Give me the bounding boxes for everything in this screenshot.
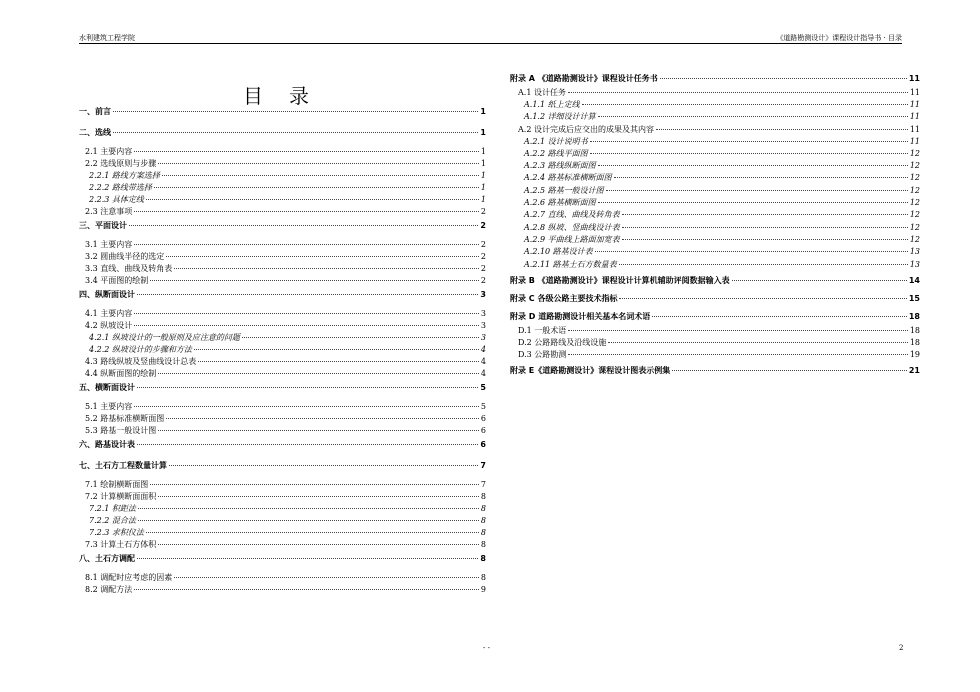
toc-dot-leader <box>672 370 907 371</box>
toc-entry-title: D.3 公路勘测 <box>518 349 567 359</box>
toc-entry-page: 1 <box>480 159 486 168</box>
toc-entry-title: A.2.11 路基土石方数量表 <box>524 259 617 269</box>
toc-dot-leader <box>158 544 479 545</box>
toc-entry-page: 2 <box>480 221 486 230</box>
toc-dot-leader <box>590 153 908 154</box>
toc-entry-title: 附录 B 《道路勘测设计》课程设计计算机辅助评阅数据输入表 <box>510 275 730 285</box>
toc-entry-title: 5.2 路基标准横断面图 <box>85 414 165 423</box>
toc-dot-leader <box>158 496 479 497</box>
toc-entry[interactable] <box>79 182 486 194</box>
toc-entry-title: 二、选线 <box>79 128 111 137</box>
toc-entry-page: 1 <box>480 128 486 137</box>
toc-dot-leader <box>162 175 479 176</box>
toc-entry[interactable] <box>79 251 486 263</box>
toc-entry[interactable] <box>79 320 486 332</box>
toc-dot-leader <box>598 202 908 203</box>
toc-entry[interactable] <box>510 337 920 349</box>
toc-dot-leader <box>622 239 908 240</box>
toc-entry-page: 3 <box>480 290 486 299</box>
toc-dot-leader <box>129 225 478 226</box>
header-divider <box>79 43 902 44</box>
toc-entry-title: A.2.1 设计说明书 <box>524 136 588 146</box>
toc-dot-leader <box>595 251 908 252</box>
toc-dot-leader <box>169 465 478 466</box>
toc-entry-page: 12 <box>909 173 920 183</box>
toc-dot-leader <box>660 78 907 79</box>
toc-entry-title: D.1 一般术语 <box>518 325 567 335</box>
toc-dot-leader <box>154 187 479 188</box>
toc-entry-title: 五、横断面设计 <box>79 383 135 392</box>
toc-entry[interactable] <box>510 87 920 99</box>
toc-entry-title: 附录 E《道路勘测设计》课程设计图表示例集 <box>510 365 671 375</box>
toc-entry[interactable] <box>79 287 486 308</box>
toc-entry-title: 4.2.1 纵坡设计的一般原则及应注意的问题 <box>89 333 240 342</box>
toc-entry-page: 3 <box>480 309 486 318</box>
toc-entry[interactable] <box>79 479 486 491</box>
toc-entry[interactable] <box>79 344 486 356</box>
toc-dot-leader <box>137 558 478 559</box>
toc-entry-page: 13 <box>909 259 920 269</box>
toc-entry-page: 8 <box>480 504 486 513</box>
footer-center-mark: - - <box>483 644 490 652</box>
toc-entry-page: 2 <box>480 276 486 285</box>
toc-dot-leader <box>568 354 908 355</box>
header-left-institution: 水利建筑工程学院 <box>79 34 135 42</box>
toc-entry-title: 4.3 路线纵坡及竖曲线设计总表 <box>85 357 197 366</box>
toc-entry-title: 8.2 调配方法 <box>85 585 133 594</box>
toc-entry-title: 2.1 主要内容 <box>85 147 133 156</box>
toc-dot-leader <box>619 264 908 265</box>
toc-entry[interactable] <box>79 572 486 584</box>
toc-entry-title: A.2.5 路基一般设计图 <box>524 185 604 195</box>
toc-entry-title: 4.4 纵断面图的绘制 <box>85 369 157 378</box>
toc-dot-leader <box>134 244 479 245</box>
toc-dot-leader <box>606 190 908 191</box>
toc-dot-leader <box>656 129 908 130</box>
toc-entry[interactable] <box>79 146 486 158</box>
toc-entry[interactable] <box>510 349 920 361</box>
toc-entry-page: 3 <box>480 321 486 330</box>
toc-right-column <box>510 69 920 379</box>
toc-entry-page: 18 <box>909 325 920 335</box>
toc-dot-leader <box>652 316 907 317</box>
toc-entry[interactable] <box>510 222 920 234</box>
toc-entry[interactable] <box>510 259 920 271</box>
toc-entry-title: 四、纵断面设计 <box>79 290 135 299</box>
toc-entry[interactable] <box>79 158 486 170</box>
toc-entry-page: 6 <box>480 426 486 435</box>
toc-entry[interactable] <box>79 275 486 287</box>
toc-entry[interactable] <box>79 515 486 527</box>
toc-entry-title: 八、土石方调配 <box>79 554 135 563</box>
toc-entry-title: 5.1 主要内容 <box>85 402 133 411</box>
toc-dot-leader <box>198 361 479 362</box>
toc-entry-title: 5.3 路基一般设计图 <box>85 426 157 435</box>
toc-dot-leader <box>138 520 479 521</box>
toc-entry-page: 9 <box>480 585 486 594</box>
toc-dot-leader <box>166 418 479 419</box>
toc-entry[interactable] <box>79 413 486 425</box>
toc-dot-leader <box>158 373 479 374</box>
toc-entry-title: A.2.4 路基标准横断面图 <box>524 173 612 183</box>
toc-entry-title: 2.3 注意事项 <box>85 207 133 216</box>
toc-entry-page: 12 <box>909 222 920 232</box>
toc-dot-leader <box>150 484 479 485</box>
toc-dot-leader <box>113 132 478 133</box>
toc-entry-page: 4 <box>480 345 486 354</box>
toc-entry[interactable] <box>510 325 920 337</box>
toc-entry[interactable] <box>510 185 920 197</box>
toc-entry[interactable] <box>79 503 486 515</box>
toc-entry[interactable] <box>79 194 486 206</box>
toc-entry[interactable] <box>510 307 920 325</box>
toc-entry[interactable] <box>510 246 920 258</box>
toc-entry-title: 7.2.3 求积仪法 <box>89 528 144 537</box>
toc-entry[interactable] <box>79 170 486 182</box>
toc-dot-leader <box>150 280 479 281</box>
toc-entry-page: 8 <box>480 516 486 525</box>
toc-entry-title: 附录 C 各级公路主要技术指标 <box>510 293 618 303</box>
toc-dot-leader <box>582 104 908 105</box>
toc-dot-leader <box>113 111 478 112</box>
toc-entry-page: 15 <box>908 293 920 303</box>
toc-entry-page: 3 <box>480 333 486 342</box>
header-right-document-title: 《道路勘测设计》课程设计指导书 · 目录 <box>776 34 902 42</box>
toc-entry-title: 附录 A 《道路勘测设计》课程设计任务书 <box>510 74 658 83</box>
toc-entry[interactable] <box>79 356 486 368</box>
toc-entry[interactable] <box>510 160 920 172</box>
toc-entry-page: 6 <box>480 414 486 423</box>
toc-entry-title: 7.2.2 混合法 <box>89 516 136 525</box>
toc-entry[interactable] <box>79 206 486 218</box>
toc-entry-title: 2.2.3 具体定线 <box>89 195 144 204</box>
toc-entry-title: A.2.10 路基设计表 <box>524 247 593 257</box>
toc-dot-leader <box>158 163 479 164</box>
toc-entry-title: 4.2.2 纵坡设计的步骤和方法 <box>89 345 192 354</box>
toc-entry-title: 7.2 计算横断面面积 <box>85 492 157 501</box>
toc-entry[interactable] <box>79 584 486 596</box>
toc-entry-page: 8 <box>480 528 486 537</box>
toc-entry-title: A.1 设计任务 <box>518 88 566 97</box>
toc-entry-page: 18 <box>909 337 920 347</box>
toc-entry-page: 7 <box>480 461 486 470</box>
toc-entry-title: 2.2 选线原则与步骤 <box>85 159 157 168</box>
toc-dot-leader <box>134 325 479 326</box>
toc-entry[interactable] <box>79 263 486 275</box>
page-number: 2 <box>899 644 904 652</box>
toc-dot-leader <box>166 256 479 257</box>
toc-entry-page: 12 <box>909 198 920 208</box>
toc-entry-page: 11 <box>909 88 920 97</box>
toc-entry[interactable] <box>510 271 920 289</box>
toc-entry-page: 4 <box>480 369 486 378</box>
toc-entry-title: 3.1 主要内容 <box>85 240 133 249</box>
toc-entry-title: 3.2 圆曲线半径的选定 <box>85 252 165 261</box>
toc-entry-page: 8 <box>480 573 486 582</box>
toc-entry-page: 6 <box>480 440 486 449</box>
toc-entry-page: 1 <box>480 147 486 156</box>
toc-entry-page: 19 <box>909 349 920 359</box>
toc-entry[interactable] <box>79 332 486 344</box>
toc-entry-title: 六、路基设计表 <box>79 440 135 449</box>
toc-dot-leader <box>134 211 479 212</box>
toc-entry-title: 一、前言 <box>79 107 111 116</box>
toc-entry-page: 14 <box>908 275 920 285</box>
toc-entry-title: A.2.2 路线平面图 <box>524 148 588 158</box>
toc-dot-leader <box>732 280 907 281</box>
toc-left-column <box>79 104 486 596</box>
toc-entry[interactable] <box>79 437 486 458</box>
page-title: 目录 <box>243 84 335 108</box>
toc-entry-title: 7.3 计算土石方体积 <box>85 540 157 549</box>
toc-dot-leader <box>619 298 906 299</box>
toc-entry-title: A.1.2 详细设计计算 <box>524 112 596 122</box>
toc-dot-leader <box>134 313 479 314</box>
toc-entry[interactable] <box>510 99 920 111</box>
toc-dot-leader <box>568 92 908 93</box>
toc-entry[interactable] <box>510 69 920 87</box>
toc-entry-page: 11 <box>909 136 920 146</box>
toc-entry-page: 2 <box>480 264 486 273</box>
toc-entry-title: A.2.3 路线纵断面图 <box>524 161 596 171</box>
toc-entry-title: A.1.1 纸上定线 <box>524 100 580 109</box>
toc-entry-page: 4 <box>480 357 486 366</box>
toc-entry[interactable] <box>510 172 920 184</box>
toc-entry-page: 11 <box>909 100 920 109</box>
toc-entry-page: 11 <box>909 112 920 122</box>
toc-dot-leader <box>146 199 479 200</box>
toc-entry-title: 7.1 绘制横断面图 <box>85 480 149 489</box>
toc-entry-title: 七、土石方工程数量计算 <box>79 461 167 470</box>
toc-entry[interactable] <box>510 197 920 209</box>
toc-entry[interactable] <box>79 551 486 572</box>
toc-entry-title: 4.2 纵坡设计 <box>85 321 133 330</box>
toc-entry[interactable] <box>79 491 486 503</box>
toc-entry[interactable] <box>79 308 486 320</box>
toc-entry-title: 7.2.1 积距法 <box>89 504 136 513</box>
toc-entry-page: 12 <box>909 185 920 195</box>
toc-entry-title: 2.2.1 路线方案选择 <box>89 171 160 180</box>
toc-dot-leader <box>137 444 478 445</box>
toc-entry-title: D.2 公路路线及沿线设施 <box>518 337 607 347</box>
toc-dot-leader <box>137 294 478 295</box>
toc-entry-page: 1 <box>480 171 486 180</box>
toc-entry-page: 5 <box>480 383 486 392</box>
toc-dot-leader <box>608 342 908 343</box>
toc-entry-page: 12 <box>909 234 920 244</box>
toc-entry[interactable] <box>79 380 486 401</box>
toc-entry-title: A.2.8 纵坡、竖曲线设计表 <box>524 222 620 232</box>
toc-entry-page: 1 <box>480 107 486 116</box>
toc-entry-page: 2 <box>480 207 486 216</box>
toc-entry-page: 1 <box>480 195 486 204</box>
toc-entry-page: 2 <box>480 252 486 261</box>
toc-entry[interactable] <box>79 527 486 539</box>
toc-entry[interactable] <box>79 458 486 479</box>
toc-entry-page: 11 <box>908 74 920 83</box>
toc-entry[interactable] <box>79 539 486 551</box>
toc-dot-leader <box>622 214 908 215</box>
toc-entry-title: 三、平面设计 <box>79 221 127 230</box>
toc-entry-page: 11 <box>909 124 920 134</box>
toc-dot-leader <box>174 268 479 269</box>
toc-entry[interactable] <box>79 239 486 251</box>
toc-entry[interactable] <box>79 218 486 239</box>
toc-dot-leader <box>146 532 479 533</box>
toc-entry[interactable] <box>510 209 920 221</box>
toc-dot-leader <box>137 387 478 388</box>
toc-dot-leader <box>134 151 479 152</box>
toc-entry[interactable] <box>79 368 486 380</box>
toc-entry-page: 21 <box>908 365 920 375</box>
toc-entry-page: 1 <box>480 183 486 192</box>
toc-entry[interactable] <box>79 104 486 125</box>
toc-dot-leader <box>174 577 479 578</box>
toc-entry-title: 2.2.2 路线带选择 <box>89 183 152 192</box>
toc-dot-leader <box>590 141 908 142</box>
toc-dot-leader <box>134 589 479 590</box>
toc-entry[interactable] <box>510 361 920 379</box>
toc-entry-page: 5 <box>480 402 486 411</box>
toc-dot-leader <box>194 349 479 350</box>
toc-dot-leader <box>598 165 908 166</box>
toc-entry-page: 8 <box>480 492 486 501</box>
toc-entry[interactable] <box>510 289 920 307</box>
toc-entry-title: 附录 D 道路勘测设计相关基本名词术语 <box>510 311 651 321</box>
toc-entry-page: 13 <box>909 247 920 257</box>
toc-entry[interactable] <box>510 136 920 148</box>
toc-entry-title: 3.4 平面图的绘制 <box>85 276 149 285</box>
toc-entry-title: A.2.7 直线、曲线及转角表 <box>524 210 620 220</box>
toc-entry[interactable] <box>79 401 486 413</box>
toc-entry-page: 7 <box>480 480 486 489</box>
toc-dot-leader <box>158 430 479 431</box>
toc-dot-leader <box>568 330 908 331</box>
toc-dot-leader <box>614 177 908 178</box>
toc-entry-page: 12 <box>909 148 920 158</box>
toc-entry-page: 18 <box>908 311 920 321</box>
toc-entry[interactable] <box>510 148 920 160</box>
toc-entry[interactable] <box>510 111 920 123</box>
toc-entry[interactable] <box>79 125 486 146</box>
toc-entry-page: 12 <box>909 210 920 220</box>
toc-entry-title: A.2.9 平曲线上路面加宽表 <box>524 234 620 244</box>
toc-entry-title: A.2.6 路基横断面图 <box>524 198 596 208</box>
toc-entry[interactable] <box>510 124 920 136</box>
toc-dot-leader <box>138 508 479 509</box>
toc-entry-title: A.2 设计完成后应交出的成果及其内容 <box>518 124 654 134</box>
toc-entry-page: 2 <box>480 240 486 249</box>
toc-dot-leader <box>242 337 479 338</box>
toc-dot-leader <box>134 406 479 407</box>
toc-entry-page: 8 <box>480 540 486 549</box>
toc-entry-page: 12 <box>909 161 920 171</box>
toc-entry[interactable] <box>510 234 920 246</box>
toc-dot-leader <box>622 227 908 228</box>
toc-entry[interactable] <box>79 425 486 437</box>
toc-dot-leader <box>598 116 908 117</box>
toc-entry-title: 4.1 主要内容 <box>85 309 133 318</box>
toc-entry-title: 8.1 调配时应考虑的因素 <box>85 573 173 582</box>
toc-entry-page: 8 <box>480 554 486 563</box>
toc-entry-title: 3.3 直线、曲线及转角表 <box>85 264 173 273</box>
